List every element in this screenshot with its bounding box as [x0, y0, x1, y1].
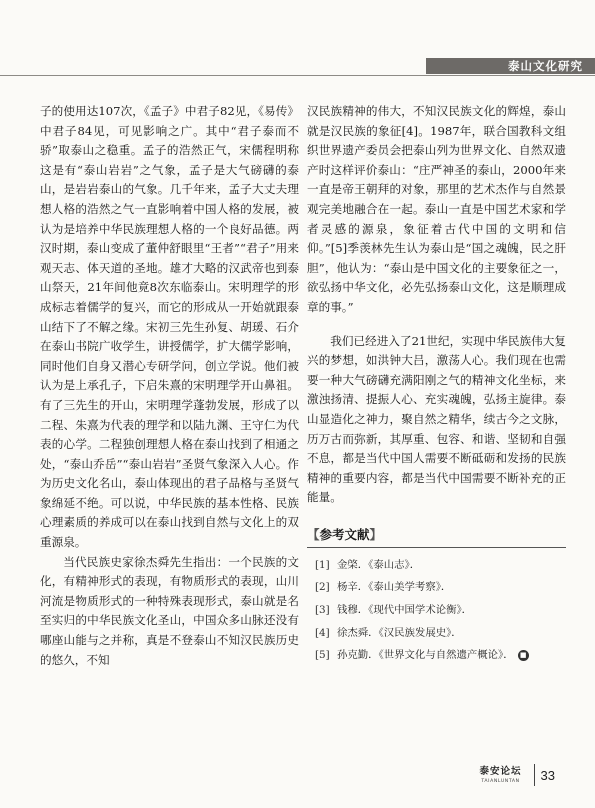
- section-header: [426, 58, 595, 74]
- journal-masthead: [480, 766, 522, 785]
- reference-item: [307, 622, 566, 645]
- journal-name: 泰安论坛: [479, 765, 522, 777]
- end-mark-icon: ■: [518, 650, 529, 661]
- header-rule: [0, 75, 595, 76]
- page-footer: [480, 760, 555, 790]
- references-heading: [307, 526, 566, 548]
- bracket-open-icon: 【: [307, 526, 320, 542]
- reference-number: [4]: [315, 626, 330, 639]
- reference-number: [3]: [315, 604, 330, 617]
- references-title: 参考文献: [319, 526, 370, 542]
- page-number: 33: [540, 767, 555, 783]
- right-column: [307, 102, 566, 667]
- reference-item: [307, 554, 566, 577]
- reference-item: [307, 644, 566, 667]
- references-section: [307, 526, 566, 667]
- right-paragraph-1: 汉民族精神的伟大，不知汉民族文化的辉煌，泰山就是汉民族的象征[4]。1987年，联合国教科文组织世界遗产委员会把泰山列为世界文化、自然双遗产时这样评价泰山：“庄严神圣的泰山，2000年来一直是帝王朝拜的对象，那里的艺术杰作与自然景观完美地融合在一起。泰山一直是中国艺术家和学者灵感的源泉，象征着古代中国的文明和信仰。”[5]季羡林先生认为泰山是“国之魂魄，民之肝胆”，他认为：“泰山是中国文化的主要象征之一，欲弘扬中华文化，必先弘扬泰山文化，这是顺理成章的事。”: [307, 104, 566, 314]
- reference-number: [1]: [315, 558, 330, 571]
- left-column: [40, 102, 299, 670]
- reference-number: [2]: [315, 581, 330, 594]
- left-paragraph-1: 子的使用达107次，《孟子》中君子82见，《易传》中君子84见，可见影响之广。其中“君子泰而不骄”取泰山之稳重。孟子的浩然正气，宋儒程明称这是有“泰山岩岩”之气象，孟子是大气磅礴的泰山，是岩岩泰山的气象。几千年来，孟子大丈夫理想人格的浩然之气一直影响着中国人格的发展，被认为是培养中华民族理想人格的一个良好品德。两汉时期，泰山变成了董仲舒眼里“王者”“君子”用来观天志、体天道的圣地。雄才大略的汉武帝也到泰山祭天，21年间他竟8次东临泰山。宋明理学的形成标志着儒学的复兴，而它的形成从一开始就跟泰山结下了不解之缘。宋初三先生孙复、胡瑗、石介在泰山书院广收学生，讲授儒学，扩大儒学影响，同时他们自身又潜心专研学问，创立学说。他们被认为是上承孔子，下启朱熹的宋明理学开山鼻祖。有了三先生的开山，宋明理学蓬勃发展，形成了以二程、朱熹为代表的理学和以陆九渊、王守仁为代表的心学。二程独创理想人格在泰山找到了相通之处，“泰山乔岳”“泰山岩岩”圣贤气象深入人心。作为历史文化名山，泰山体现出的君子品格与圣贤气象绵延不绝。可以说，中华民族的基本性格、民族心理素质的养成可以在泰山找到自然与文化上的双重源泉。: [40, 104, 299, 550]
- references-list: [307, 554, 566, 667]
- reference-number: [5]: [315, 649, 330, 662]
- section-title: 泰山文化研究: [508, 59, 583, 73]
- reference-text: 杨辛．《泰山美学考察》．: [337, 581, 452, 594]
- reference-item: [307, 599, 566, 622]
- journal-pinyin: TAIANLUNTAN: [481, 778, 520, 784]
- reference-text: 孙克勤．《世界文化与自然遗产概论》．: [337, 649, 514, 662]
- right-paragraph-2: 我们已经进入了21世纪，实现中华民族伟大复兴的梦想，如洪钟大吕，激荡人心。我们现在也需要一种大气磅礴充满阳刚之气的精神文化坐标，来激浊扬清、提振人心、充实魂魄，弘扬主旋律。泰山显造化之神力，聚自然之精华，续古今之文脉，历万古而弥新，其厚重、包容、和谐、坚韧和自强不息，都是当代中国人需要不断砥砺和发扬的民族精神的重要内容，都是当代中国需要不断补充的正能量。: [307, 333, 566, 505]
- reference-text: 金棨．《泰山志》．: [337, 558, 421, 571]
- bracket-close-icon: 】: [369, 526, 383, 542]
- reference-text: 徐杰舜．《汉民族发展史》．: [337, 626, 462, 639]
- footer-divider: [534, 764, 535, 786]
- left-paragraph-2: 当代民族史家徐杰舜先生指出：一个民族的文化，有精神形式的表现，有物质形式的表现，山川河流是物质形式的一种特殊表现形式，泰山就是名至实归的中华民族文化圣山，中国众多山脉还没有哪座山能与之并称，真是不登泰山不知汉民族历史的悠久，不知: [40, 554, 299, 667]
- reference-text: 钱穆．《现代中国学术论衡》．: [337, 604, 473, 617]
- reference-item: [307, 576, 566, 599]
